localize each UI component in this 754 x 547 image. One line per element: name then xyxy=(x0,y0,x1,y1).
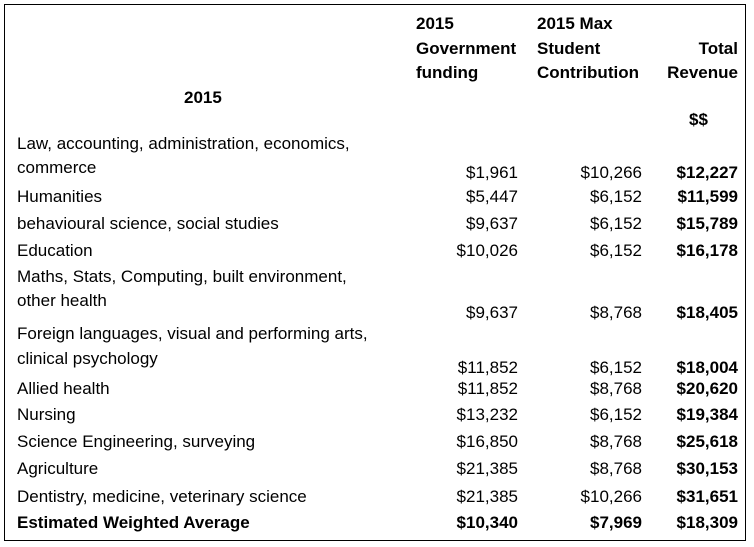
row-label: behavioural science, social studies xyxy=(17,214,279,233)
cell-student: $6,152 xyxy=(590,187,642,206)
header-student-line1: 2015 Max xyxy=(537,14,613,33)
cell-student: $6,152 xyxy=(590,241,642,260)
cell-total: $11,599 xyxy=(677,187,738,206)
header-funding-line1: 2015 xyxy=(416,14,454,33)
row-label: Humanities xyxy=(17,187,103,206)
cell-funding: $1,961 xyxy=(466,163,518,182)
cell-funding: $9,637 xyxy=(466,214,518,233)
cell-funding: $10,340 xyxy=(456,513,518,532)
row-label: Dentistry, medicine, veterinary science xyxy=(17,487,307,506)
cell-total: $15,789 xyxy=(676,214,738,233)
cell-funding: $11,852 xyxy=(457,379,518,398)
cell-funding: $10,026 xyxy=(456,241,518,260)
cell-funding: $5,447 xyxy=(466,187,518,206)
cell-student: $6,152 xyxy=(590,214,642,233)
row-label: clinical psychology xyxy=(17,349,158,368)
header-funding-line3: funding xyxy=(416,63,479,82)
cell-student: $6,152 xyxy=(590,405,642,424)
row-label: Foreign languages, visual and performing arts, xyxy=(17,324,368,343)
cell-funding: $16,850 xyxy=(456,432,518,451)
row-label: Maths, Stats, Computing, built environment, xyxy=(17,267,347,286)
cell-student: $7,969 xyxy=(590,513,642,532)
cell-total: $12,227 xyxy=(676,163,738,182)
cell-total: $18,004 xyxy=(676,358,738,377)
row-label: Estimated Weighted Average xyxy=(17,513,250,532)
row-label: Nursing xyxy=(17,405,76,424)
cell-funding: $9,637 xyxy=(466,303,518,322)
year-header: 2015 xyxy=(184,88,222,107)
header-student-line2: Student xyxy=(537,39,601,58)
cell-student: $6,152 xyxy=(590,358,642,377)
cell-student: $10,266 xyxy=(580,487,642,506)
row-label: Science Engineering, surveying xyxy=(17,432,256,451)
cell-student: $10,266 xyxy=(580,163,642,182)
cell-student: $8,768 xyxy=(590,432,642,451)
row-label: Law, accounting, administration, economics, xyxy=(17,134,350,153)
cell-funding: $13,232 xyxy=(456,405,518,424)
row-label: other health xyxy=(17,291,107,310)
cell-student: $8,768 xyxy=(590,459,642,478)
cell-total: $31,651 xyxy=(676,487,738,506)
cell-total: $25,618 xyxy=(676,432,738,451)
cell-total: $30,153 xyxy=(676,459,738,478)
header-total-line1: Total xyxy=(698,39,738,58)
cell-total: $16,178 xyxy=(676,241,738,260)
cell-funding: $11,852 xyxy=(457,358,518,377)
header-total-line2: Revenue xyxy=(667,63,738,82)
header-funding-line2: Government xyxy=(416,39,517,58)
row-label: Allied health xyxy=(17,379,110,398)
row-label: Agriculture xyxy=(17,459,99,478)
cell-student: $8,768 xyxy=(590,379,642,398)
cell-student: $8,768 xyxy=(590,303,642,322)
cell-total: $19,384 xyxy=(676,405,738,424)
row-label: commerce xyxy=(17,158,97,177)
header-student-line3: Contribution xyxy=(537,63,639,82)
cell-funding: $21,385 xyxy=(456,459,518,478)
unit-label: $$ xyxy=(689,110,708,129)
row-label: Education xyxy=(17,241,93,260)
cell-total: $18,309 xyxy=(676,513,738,532)
cell-funding: $21,385 xyxy=(456,487,518,506)
cell-total: $18,405 xyxy=(676,303,738,322)
cell-total: $20,620 xyxy=(676,379,738,398)
